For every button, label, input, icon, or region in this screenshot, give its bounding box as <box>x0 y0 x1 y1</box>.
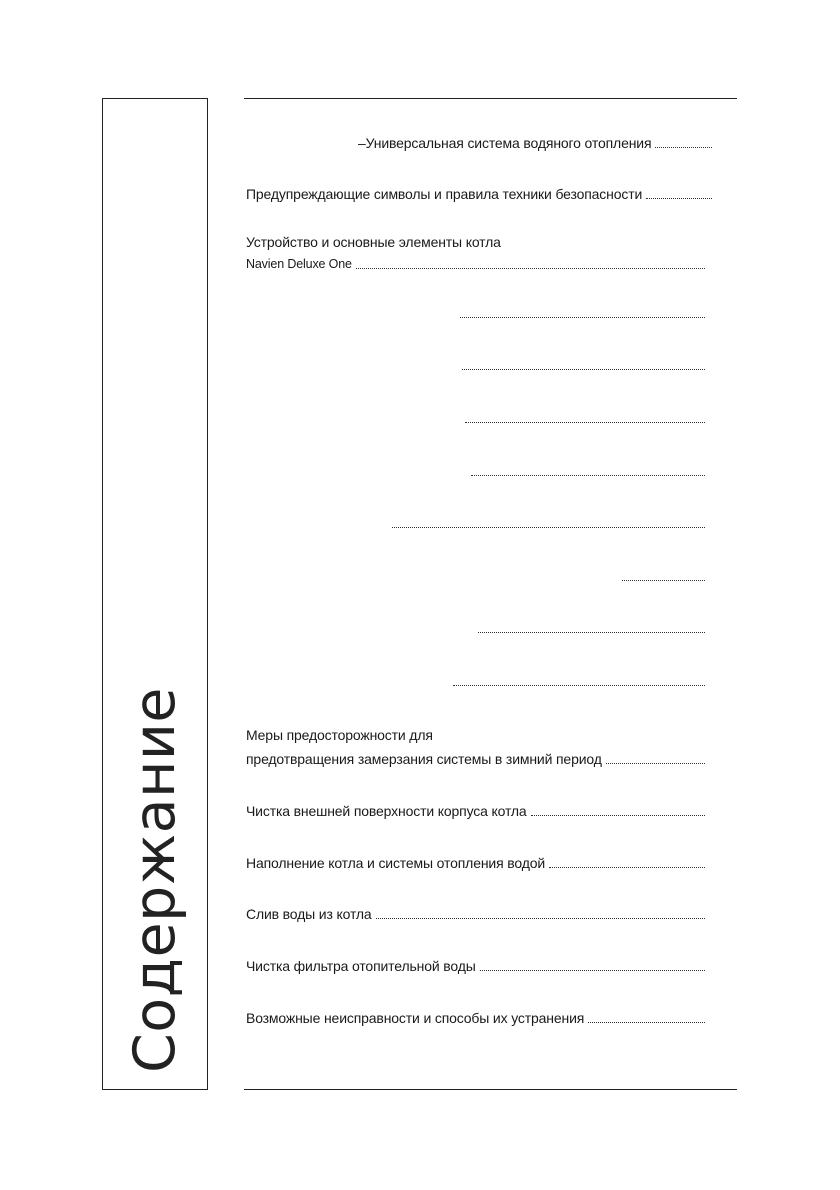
toc-entry-label: Чистка внешней поверхности корпуса котла <box>246 803 527 819</box>
toc-entry-draining[interactable] <box>246 906 705 922</box>
toc-entry-label: предотвращения замерзания системы в зимний период <box>246 751 602 767</box>
bottom-rule <box>244 1089 737 1090</box>
dot-leader <box>606 763 705 764</box>
dot-leader <box>453 685 705 686</box>
toc-entry-universal[interactable] <box>358 135 712 151</box>
sidebar-title: Содержание <box>122 687 188 1073</box>
toc-entry-label: Предупреждающие символы и правила техники безопасности <box>246 186 643 202</box>
dot-leader <box>465 422 705 423</box>
dot-leader <box>588 1022 705 1023</box>
toc-entry-device-model[interactable] <box>246 256 705 272</box>
toc-entry-label: Чистка фильтра отопительной воды <box>246 958 476 974</box>
dot-leader <box>460 317 705 318</box>
toc-entry-label: Navien Deluxe One <box>246 257 352 271</box>
toc-entry-label: Возможные неисправности и способы их устранения <box>246 1010 585 1026</box>
toc-heading-device: Устройство и основные элементы котла <box>246 234 501 250</box>
toc-entry-frost[interactable] <box>246 751 705 767</box>
toc-entry-label: Слив воды из котла <box>246 906 372 922</box>
toc-entry-filling[interactable] <box>246 855 705 871</box>
dot-leader <box>480 970 705 971</box>
toc-entry-warnings[interactable] <box>246 186 712 202</box>
toc-entry-cleaning-case[interactable] <box>246 803 705 819</box>
toc-entry-label: Наполнение котла и системы отопления водой <box>246 855 546 871</box>
toc-entry-faults[interactable] <box>246 1010 705 1026</box>
dot-leader <box>392 527 705 528</box>
dot-leader <box>549 867 705 868</box>
dot-leader <box>622 580 705 581</box>
toc-heading-frost: Меры предосторожности для <box>246 727 433 743</box>
dot-leader <box>376 918 705 919</box>
dot-leader <box>531 815 705 816</box>
toc-entry-filter[interactable] <box>246 958 705 974</box>
dot-leader <box>462 369 705 370</box>
toc-entry-label: –Универсальная система водяного отопления <box>358 135 652 151</box>
dot-leader <box>356 268 705 269</box>
top-rule <box>244 98 737 99</box>
dot-leader <box>471 475 705 476</box>
dot-leader <box>478 632 705 633</box>
dot-leader <box>646 198 712 199</box>
dot-leader <box>655 147 712 148</box>
